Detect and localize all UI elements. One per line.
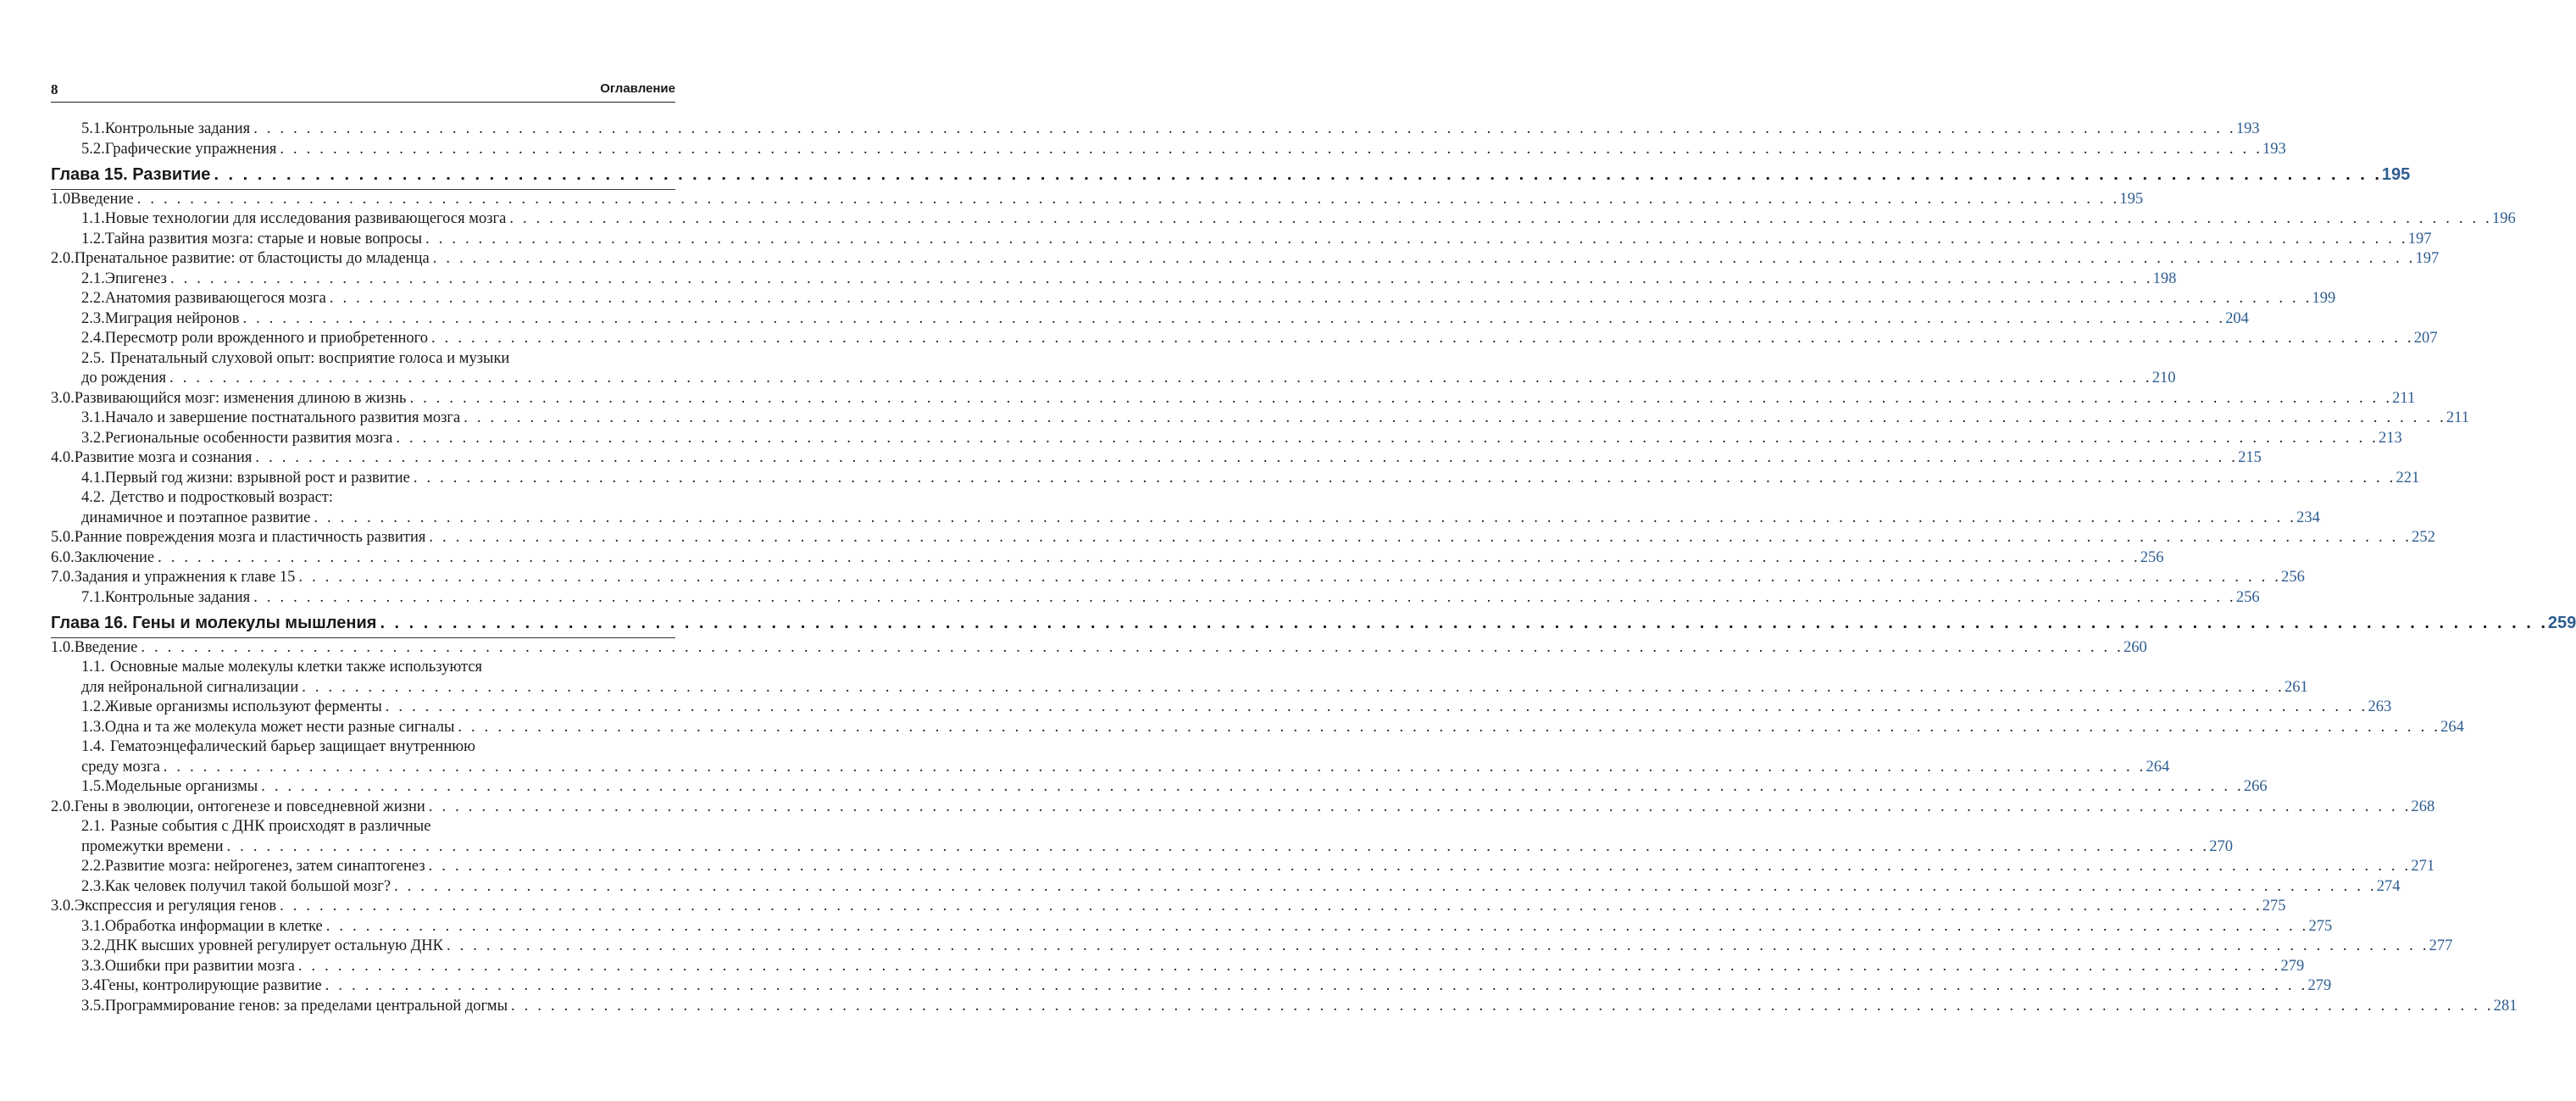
leader-dots [396, 430, 2379, 448]
entry-number: 2.2. [81, 858, 105, 875]
entry-number: 4.2. [81, 489, 105, 506]
entry-number: 1.0. [51, 638, 75, 656]
page-ref[interactable]: 252 [2412, 529, 2435, 546]
entry-title: Анатомия развивающегося мозга [104, 290, 326, 307]
section-entry[interactable] [51, 529, 2435, 547]
entry-title: Первый год жизни: взрывной рост и развитие [104, 469, 410, 487]
chapter-title: Глава 15. Развитие [51, 165, 211, 184]
entry-title: Одна и та же молекула может нести разные сигналы [104, 718, 455, 736]
subsection-entry[interactable] [51, 230, 2432, 248]
page-ref[interactable]: 275 [2262, 898, 2286, 915]
subsection-entry[interactable] [51, 330, 2438, 348]
page-ref[interactable]: 210 [2151, 370, 2176, 386]
entry-title: Гены в эволюции, онтогенезе и повседневной жизни [74, 798, 425, 815]
entry-title: Тайна развития мозга: старые и новые вопросы [104, 230, 423, 247]
toc-entry-line[interactable] [51, 489, 675, 507]
entry-title: Миграция нейронов [104, 309, 240, 327]
subsection-entry[interactable] [51, 917, 2333, 936]
section-entry[interactable] [51, 250, 2440, 268]
page-ref[interactable]: 198 [2152, 270, 2177, 287]
entry-title: Контрольные задания [104, 588, 251, 606]
page-ref[interactable]: 193 [2235, 120, 2260, 137]
entry-title: Графические упражнения [104, 140, 277, 158]
page-ref[interactable]: 263 [2368, 698, 2392, 715]
entry-title: Детство и подростковый возраст: [110, 489, 334, 506]
entry-number: 2.1. [81, 270, 105, 287]
entry-number: 1.2. [81, 230, 105, 247]
entry-number: 2.0. [51, 798, 75, 815]
leader-dots [509, 210, 2492, 228]
entry-title: Живые организмы используют ферменты [104, 698, 382, 715]
entry-title: Заключение [74, 548, 155, 566]
entry-number: 2.2. [81, 290, 105, 307]
leader-dots [227, 838, 2210, 856]
leader-dots [429, 798, 2412, 816]
entry-number: 7.0. [51, 569, 75, 586]
entry-title: Введение [70, 190, 134, 208]
entry-number: 1.1. [81, 659, 105, 676]
page-ref[interactable]: 195 [2381, 165, 2411, 184]
entry-title-continued: для нейрональной сигнализации [81, 678, 299, 696]
toc-entry[interactable] [51, 837, 2233, 856]
page-ref[interactable]: 261 [2284, 678, 2308, 696]
page-ref[interactable]: 197 [2407, 230, 2432, 247]
entry-title: Экспрессия и регуляция генов [74, 898, 277, 915]
leader-dots [253, 589, 2236, 607]
leader-dots [253, 120, 2236, 138]
leader-dots [169, 370, 2152, 387]
subsection-entry[interactable] [51, 270, 2177, 288]
leader-dots [137, 191, 2120, 209]
entry-title: Программирование генов: за пределами центральной догмы [104, 997, 508, 1015]
entry-title: Начало и завершение постнатального развития мозга [104, 409, 461, 426]
page-ref[interactable]: 279 [2307, 977, 2332, 994]
chapter-divider [51, 189, 675, 190]
chapter-entry[interactable] [51, 165, 2411, 185]
leader-dots [431, 330, 2414, 348]
subsection-entry[interactable] [51, 977, 2332, 995]
entry-title: Пренатальное развитие: от бластоцисты до младенца [74, 250, 430, 267]
subsection-entry[interactable] [51, 429, 2402, 448]
subsection-entry[interactable] [51, 858, 2435, 876]
leader-dots [298, 958, 2281, 976]
section-entry[interactable] [51, 190, 2144, 209]
leader-dots [164, 759, 2146, 776]
leader-dots [330, 290, 2312, 308]
subsection-entry[interactable] [51, 778, 2268, 796]
page-ref[interactable]: 268 [2411, 798, 2435, 815]
leader-dots [214, 165, 2381, 185]
page-ref[interactable]: 256 [2235, 588, 2260, 606]
leader-dots [429, 858, 2412, 876]
chapter-entry[interactable] [51, 614, 2576, 633]
entry-number: 5.2. [81, 140, 105, 158]
leader-dots [447, 937, 2429, 955]
entry-title: Введение [74, 638, 138, 656]
leader-dots [141, 639, 2124, 657]
leader-dots [511, 998, 2494, 1015]
subsection-entry[interactable] [51, 588, 2260, 607]
toc-entry-line[interactable] [51, 659, 675, 676]
page-header [51, 81, 675, 103]
leader-dots [429, 529, 2412, 547]
entry-title: Гематоэнцефалический барьер защищает внутреннюю [110, 738, 475, 755]
page-ref[interactable]: 279 [2280, 957, 2305, 975]
entry-number: 3.0. [51, 898, 75, 915]
chapter-title: Глава 16. Гены и молекулы мышления [51, 614, 377, 632]
chapter-divider [51, 637, 675, 638]
toc-entry-line[interactable] [51, 350, 675, 368]
leader-dots [261, 778, 2244, 796]
page-ref[interactable]: 193 [2262, 140, 2286, 158]
page-ref[interactable]: 256 [2140, 548, 2164, 566]
entry-title: Эпигенез [104, 270, 167, 287]
section-entry[interactable] [51, 389, 2416, 408]
section-entry[interactable] [51, 548, 2164, 567]
entry-number: 3.1. [81, 409, 105, 426]
toc-entry[interactable] [51, 509, 2320, 527]
entry-number: 3.1. [81, 917, 105, 935]
page-ref[interactable]: 211 [2392, 389, 2416, 407]
page-ref[interactable]: 197 [2415, 250, 2440, 267]
section-entry[interactable] [51, 798, 2435, 816]
leader-dots [458, 719, 2440, 737]
entry-title-continued: динамичное и поэтапное развитие [81, 509, 311, 526]
page-ref[interactable]: 221 [2396, 469, 2420, 487]
entry-title: Пренатальный слуховой опыт: восприятие голоса и музыки [110, 349, 510, 367]
entry-title: Ранние повреждения мозга и пластичность развития [74, 529, 426, 546]
subsection-entry[interactable] [51, 309, 2249, 328]
entry-number: 3.3. [81, 957, 105, 975]
entry-number: 4.1. [81, 469, 105, 487]
page-ref[interactable]: 215 [2238, 449, 2262, 466]
leader-dots [464, 409, 2446, 427]
leader-dots [302, 679, 2285, 697]
page-ref[interactable]: 264 [2146, 758, 2170, 776]
leader-dots [242, 310, 2225, 328]
entry-title: Основные малые молекулы клетки также используются [110, 659, 483, 676]
page-ref[interactable]: 196 [2492, 210, 2516, 227]
entry-title-continued: среду мозга [81, 758, 160, 776]
entry-title-continued: промежутки времени [81, 837, 224, 855]
subsection-entry[interactable] [51, 937, 2453, 955]
entry-number: 7.1. [81, 588, 105, 606]
page-ref[interactable]: 271 [2411, 858, 2435, 875]
entry-title: Развивающийся мозг: изменения длиною в жизнь [74, 389, 407, 407]
leader-dots [394, 878, 2377, 896]
entry-number: 2.1. [81, 818, 105, 835]
entry-title: Новые технологии для исследования развивающегося мозга [104, 210, 507, 227]
leader-dots [433, 250, 2416, 268]
page-ref[interactable]: 270 [2209, 837, 2233, 855]
entry-number: 3.5. [81, 997, 105, 1015]
entry-number: 4.0. [51, 449, 75, 466]
entry-title: Гены, контролирующие развитие [101, 977, 322, 994]
subsection-entry[interactable] [51, 120, 2260, 138]
leader-dots [409, 390, 2392, 408]
entry-number: 3.0. [51, 389, 75, 407]
entry-number: 2.3. [81, 309, 105, 327]
leader-dots [314, 509, 2296, 527]
page-ref[interactable]: 264 [2440, 718, 2464, 736]
page-ref[interactable]: 274 [2376, 877, 2401, 895]
page-ref[interactable]: 211 [2446, 409, 2469, 426]
subsection-entry[interactable] [51, 140, 2286, 158]
entry-number: 2.3. [81, 877, 105, 895]
entry-number: 3.2. [81, 429, 105, 447]
entry-title: Как человек получил такой большой мозг? [104, 877, 391, 895]
page-ref[interactable]: 204 [2225, 309, 2249, 327]
toc-entry[interactable] [51, 758, 2170, 776]
entry-title: Модельные организмы [104, 778, 258, 795]
toc-entry[interactable] [51, 370, 2176, 387]
subsection-entry[interactable] [51, 997, 2518, 1015]
page-ref[interactable]: 234 [2296, 509, 2320, 526]
leader-dots [326, 918, 2309, 936]
leader-dots [255, 449, 2238, 467]
subsection-entry[interactable] [51, 469, 2420, 487]
page-ref[interactable]: 260 [2124, 638, 2147, 656]
entry-number: 2.4. [81, 330, 105, 347]
page-ref[interactable]: 266 [2243, 778, 2268, 795]
page-ref[interactable]: 199 [2312, 290, 2336, 307]
leader-dots [298, 569, 2281, 587]
entry-number: 3.4 [81, 977, 102, 994]
entry-number: 5.0. [51, 529, 75, 546]
leader-dots [386, 698, 2368, 716]
section-entry[interactable] [51, 898, 2286, 915]
entry-number: 1.0 [51, 190, 71, 208]
entry-title: Развитие мозга и сознания [74, 449, 253, 466]
subsection-entry[interactable] [51, 957, 2305, 976]
entry-number: 6.0. [51, 548, 75, 566]
leader-dots [425, 231, 2408, 248]
entry-title: Пересмотр роли врожденного и приобретенного [104, 330, 429, 347]
section-entry[interactable] [51, 569, 2305, 587]
page-ref[interactable]: 281 [2493, 997, 2518, 1015]
entry-title: Задания и упражнения к главе 15 [74, 569, 296, 586]
entry-title: Разные события с ДНК происходят в различные [110, 818, 431, 835]
entry-number: 5.1. [81, 120, 105, 137]
entry-number: 2.5. [81, 349, 105, 367]
page-number: 8 [51, 81, 58, 97]
section-entry[interactable] [51, 449, 2262, 467]
section-entry[interactable] [51, 638, 2147, 657]
page-ref[interactable]: 259 [2547, 614, 2576, 632]
entry-title: Развитие мозга: нейрогенез, затем синаптогенез [104, 858, 425, 875]
toc-entry-line[interactable] [51, 738, 675, 756]
leader-dots [414, 470, 2396, 487]
entry-number: 2.0. [51, 250, 75, 267]
entry-title-continued: до рождения [81, 370, 167, 386]
entry-title: Обработка информации в клетке [104, 917, 323, 935]
entry-number: 1.3. [81, 718, 105, 736]
page-ref[interactable]: 277 [2429, 937, 2453, 954]
subsection-entry[interactable] [51, 877, 2401, 896]
page-ref[interactable]: 207 [2413, 330, 2438, 347]
subsection-entry[interactable] [51, 409, 2469, 427]
leader-dots [380, 614, 2547, 633]
entry-number: 1.1. [81, 210, 105, 227]
entry-number: 1.4. [81, 738, 105, 755]
toc-entry[interactable] [51, 678, 2308, 697]
subsection-entry[interactable] [51, 290, 2336, 308]
entry-number: 3.2. [81, 937, 105, 954]
leader-dots [158, 549, 2140, 567]
toc-entry-line[interactable] [51, 818, 675, 836]
entry-title: ДНК высших уровней регулирует остальную ДНК [104, 937, 443, 954]
entry-title: Ошибки при развитии мозга [104, 957, 295, 975]
page-ref[interactable]: 256 [2281, 569, 2305, 586]
page-ref[interactable]: 275 [2308, 917, 2333, 935]
page-ref[interactable]: 195 [2119, 190, 2144, 208]
subsection-entry[interactable] [51, 210, 2516, 228]
subsection-entry[interactable] [51, 698, 2392, 716]
subsection-entry[interactable] [51, 718, 2464, 737]
leader-dots [280, 141, 2262, 158]
entry-number: 1.2. [81, 698, 105, 715]
page-ref[interactable]: 213 [2379, 429, 2402, 447]
running-title: Оглавление [600, 81, 675, 96]
leader-dots [170, 270, 2153, 288]
leader-dots [280, 898, 2262, 915]
entry-title: Контрольные задания [104, 120, 251, 137]
leader-dots [325, 977, 2308, 995]
entry-title: Региональные особенности развития мозга [104, 429, 393, 447]
entry-number: 1.5. [81, 778, 105, 795]
